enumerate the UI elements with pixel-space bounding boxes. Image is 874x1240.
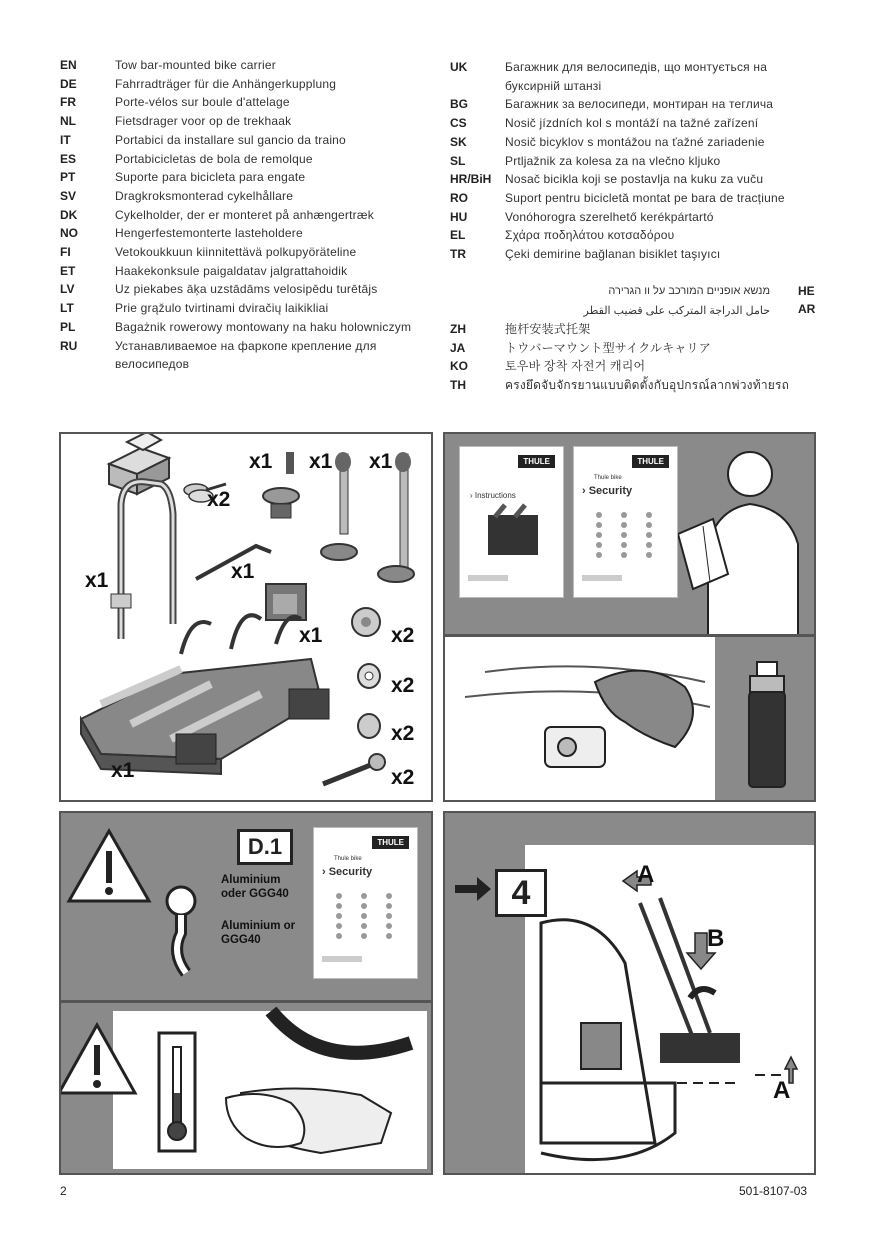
qty-knob: x2 [391, 624, 415, 647]
security-icon-grid-d1 [314, 828, 417, 978]
label-a-bottom: A [773, 1077, 791, 1104]
language-text: ครงยึดจับจักรยานแบบติดตั้งกับอุปกรณ์ลากพ่วงท้ายรถ [505, 378, 790, 393]
language-row [450, 226, 810, 245]
language-code: ET [60, 263, 76, 278]
language-row [60, 262, 420, 281]
language-code: DK [60, 207, 78, 222]
instructions-cover-art [460, 447, 563, 597]
language-list-left [60, 56, 420, 374]
language-text: Nosič jízdních kol s montáží na tažné zařízení [505, 116, 759, 131]
language-code: ZH [450, 322, 466, 336]
language-code: JA [450, 340, 466, 355]
thule-logo-d1: THULE [372, 836, 409, 849]
language-text: Portabici da installare sul gancio da traino [115, 132, 346, 147]
qty-keys: x2 [207, 488, 231, 511]
language-row [60, 131, 420, 150]
step4-box [495, 869, 547, 917]
qty-frame: x1 [85, 569, 109, 592]
language-text: Багажник для велосипедів, що монтується на буксирній штанзі [505, 60, 768, 93]
step-d1-box [237, 829, 293, 865]
cleaning-illustration [445, 637, 816, 802]
language-code: ES [60, 151, 77, 166]
language-text: Prie grąžulo tvirtinami dviračių laikikliai [115, 301, 329, 316]
cleaner-bottle-icon [749, 662, 785, 787]
ar-text: حامل الدراجة المتركب على قضيب القطر [583, 305, 770, 317]
language-text: トウバーマウント型サイクルキャリア [505, 340, 711, 355]
language-code: LV [60, 282, 75, 297]
language-text: 拖杆安装式托架 [505, 322, 591, 336]
language-row [60, 56, 420, 75]
qty-arm-holder-3: x1 [369, 450, 393, 473]
language-code: NO [60, 226, 78, 241]
language-text: Suporte para bicicleta para engate [115, 170, 306, 185]
carrier-icon [81, 615, 329, 774]
language-text: Hengerfestemonterte lasteholdere [115, 226, 303, 241]
qty-washer: x2 [391, 674, 415, 697]
language-row [60, 168, 420, 187]
language-row [60, 112, 420, 131]
language-code: SL [450, 153, 466, 168]
security-label-d1: › Security [322, 866, 373, 878]
qty-arm-holder-2: x1 [309, 450, 333, 473]
security-label: › Security [582, 485, 633, 497]
language-text: Устанавливаемое на фаркопе крепление для велосипедов [115, 338, 377, 372]
language-text: Porte-vélos sur boule d'attelage [115, 95, 290, 110]
language-row [60, 75, 420, 94]
security-icon-grid [574, 447, 677, 597]
ar-code: AR [798, 302, 816, 316]
language-code: PT [60, 170, 76, 185]
qty-spacer: x2 [391, 722, 415, 745]
language-code: LT [60, 301, 74, 316]
instructions-sheet [459, 446, 564, 598]
security-brand-d1: Thule bike [334, 856, 362, 862]
step4-illustration [445, 813, 816, 1175]
language-row [450, 208, 810, 227]
page-number: 2 [60, 1184, 67, 1198]
docs-panel [443, 432, 816, 636]
warning-panel [59, 811, 433, 1002]
thule-logo-security: THULE [632, 455, 669, 468]
person-reading-icon [678, 434, 816, 636]
language-row [60, 224, 420, 243]
security-brand: Thule bike [594, 475, 622, 481]
language-row [60, 93, 420, 112]
thule-logo: THULE [518, 455, 555, 468]
language-row [450, 376, 810, 395]
language-row [60, 187, 420, 206]
language-row [450, 114, 810, 133]
language-text: Vonóhorogra szerelhető kerékpártartó [505, 209, 714, 224]
language-code: TH [450, 378, 466, 393]
cleaning-panel [443, 635, 816, 802]
language-code: BG [450, 97, 468, 112]
qty-bolt: x2 [391, 766, 415, 789]
language-code: EL [450, 228, 466, 243]
language-row [450, 170, 810, 189]
language-code: TR [450, 247, 466, 262]
language-row [450, 189, 810, 208]
language-text: Багажник за велосипеди, монтиран на теглича [505, 97, 774, 112]
material-en: Aluminium or GGG40 [221, 920, 296, 946]
language-code: FR [60, 95, 76, 110]
language-code: SV [60, 188, 77, 203]
arrow-right-icon-step [455, 877, 491, 901]
label-a-top: A [637, 861, 655, 888]
language-row [60, 280, 420, 299]
language-code: EN [60, 58, 77, 72]
he-code: HE [798, 284, 815, 298]
language-row [60, 337, 420, 374]
language-text: Σχάρα ποδηλάτου κοτσαδόρου [505, 228, 675, 243]
language-text: Vetokoukkuun kiinnitettävä polkupyöräteline [115, 245, 357, 260]
language-code: HU [450, 209, 468, 224]
language-row [450, 95, 810, 114]
language-text: Çeki demirine bağlanan bisiklet taşıyıcı [505, 247, 721, 262]
step4-number: 4 [511, 874, 531, 912]
language-text: Uz piekabes āķa uzstādāms velosipēdu turētājs [115, 282, 378, 297]
language-text: Haakekonksule paigaldatav jalgrattahoidik [115, 263, 348, 278]
language-text: Dragkroksmonterad cykelhållare [115, 188, 294, 203]
language-text: Portabicicletas de bola de remolque [115, 151, 313, 166]
language-code: KO [450, 359, 468, 374]
language-row [450, 245, 810, 264]
language-code: CS [450, 116, 467, 131]
security-sheet-d1 [313, 827, 418, 979]
language-row [450, 133, 810, 152]
language-row [450, 320, 810, 339]
language-row [450, 152, 810, 171]
language-code: UK [450, 60, 468, 74]
language-code: HR/BiH [450, 172, 492, 187]
language-text: Bagażnik rowerowy montowany na haku holowniczym [115, 319, 412, 334]
language-row [450, 357, 810, 376]
language-row [450, 339, 810, 358]
label-b: B [707, 925, 725, 952]
language-text: Suport pentru bicicletă montat pe bara de tracțiune [505, 190, 785, 205]
language-text: Fahrradträger für die Anhängerkupplung [115, 76, 337, 91]
language-list-right [450, 58, 810, 264]
material-de: Aluminium oder GGG40 [221, 874, 289, 900]
parts-illustration [61, 434, 433, 802]
washer-icon [358, 664, 380, 688]
doc-number: 501-8107-03 [739, 1184, 808, 1198]
parts-panel [59, 432, 433, 802]
language-row [60, 299, 420, 318]
language-list-asian [450, 320, 810, 395]
language-code: FI [60, 245, 71, 260]
language-code: IT [60, 132, 71, 147]
knob-icon [352, 608, 380, 636]
language-code: DE [60, 76, 77, 91]
temperature-illustration [61, 1003, 433, 1175]
light-plug-icon [266, 584, 306, 620]
language-text: Tow bar-mounted bike carrier [115, 58, 276, 72]
language-row [60, 318, 420, 337]
language-row [60, 206, 420, 225]
language-text: Cykelholder, der er monteret på anhængertræk [115, 207, 374, 222]
instructions-label: › Instructions [470, 491, 516, 500]
thermometer-icon [159, 1033, 195, 1151]
language-text: Nosič bicyklov s montážou na ťažné zariadenie [505, 134, 765, 149]
language-code: RO [450, 190, 468, 205]
spacer-icon [358, 714, 380, 738]
temperature-panel [59, 1001, 433, 1175]
language-text: Fietsdrager voor op de trekhaak [115, 114, 292, 129]
language-text: Prtljažnik za kolesa za na vlečno kljuko [505, 153, 721, 168]
he-text: מנשא אופניים המורכב על וו הגרירה [608, 285, 770, 297]
language-row [60, 243, 420, 262]
step4-panel [443, 811, 816, 1175]
step-d1-label: D.1 [247, 834, 283, 859]
security-sheet [573, 446, 678, 598]
qty-carrier: x1 [111, 759, 135, 782]
language-code: SK [450, 134, 467, 149]
language-code: PL [60, 319, 76, 334]
language-code: RU [60, 338, 78, 353]
qty-arm-holder-1: x1 [249, 450, 273, 473]
warning-triangle-icon [69, 831, 149, 901]
qty-light-plug: x1 [299, 624, 323, 647]
frame-icon [121, 482, 173, 639]
qty-allen-key: x1 [231, 560, 255, 583]
language-row [450, 58, 810, 95]
language-row [60, 150, 420, 169]
language-text: Nosač bicikla koji se postavlja na kuku za vuču [505, 172, 764, 187]
tow-ball-icon [167, 887, 195, 973]
bolt-icon [323, 754, 385, 784]
language-code: NL [60, 114, 76, 129]
language-text: 토우바 장착 자전거 캐리어 [505, 359, 646, 374]
